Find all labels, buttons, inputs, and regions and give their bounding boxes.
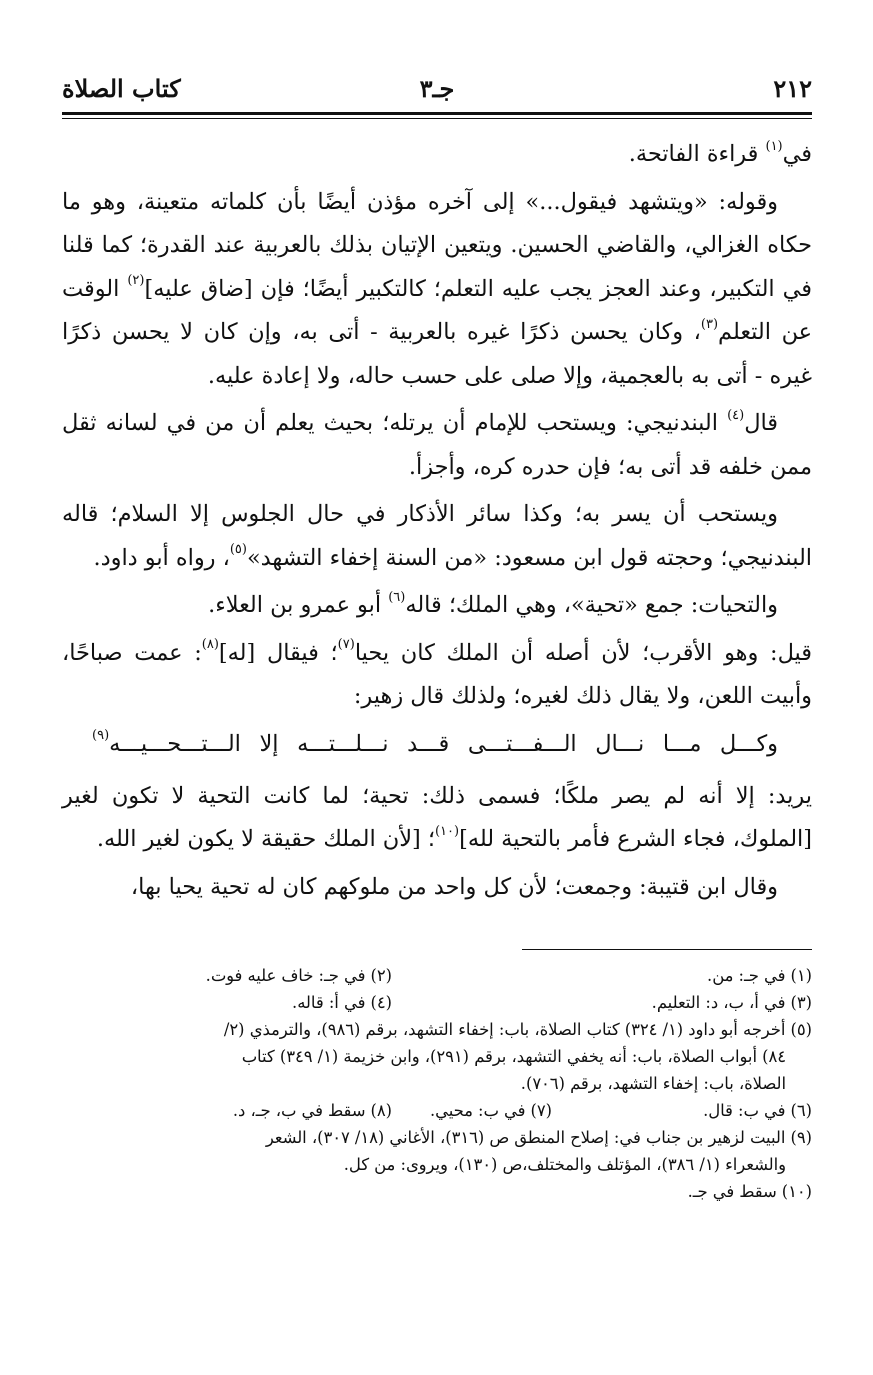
verse-word: إلا (259, 730, 279, 757)
footnotes (62, 962, 812, 1205)
footnote-ref-5: (٥) (229, 542, 247, 558)
footnote-1: (١) في جـ: من. (707, 966, 812, 985)
paragraph-5: قيل: وهو الأقرب؛ لأن أصله أن الملك كان يحيا$^{(٧)}$؛ فيقال [له]$^{(٨)}$: عمت صباحًا، وأبيت اللعن، ولا يقال ذلك لغيره؛ ولذلك قال زهير: (62, 637, 812, 709)
main-text (62, 133, 812, 909)
paragraph-3: ويستحب أن يسر به؛ وكذا سائر الأذكار في حال الجلوس إلا السلام؛ قاله البندنيجي؛ وحجته قول ابن مسعود: «من السنة إخفاء التشهد»$^{(٥)}$، رواه أبو داود. (62, 501, 812, 571)
page-number: ٢١٢ (773, 74, 812, 103)
footnote-row (62, 1178, 812, 1205)
verse-word: نـــال (595, 730, 645, 757)
paragraph-6: يريد: إلا أنه لم يصر ملكًا؛ فسمى ذلك: تحية؛ لما كانت التحية لا تكون لغير [الملوك، فجاء الشرع فأمر بالتحية لله]$^{(١٠)}$؛ [لأن الملك حقيقة لا يكون لغير الله. (62, 782, 812, 852)
footnote-row (62, 1097, 812, 1124)
footnote-ref-1: (١) (765, 138, 783, 154)
header-rule (62, 112, 812, 119)
footnote-2: (٢) في جـ: خاف عليه فوت. (205, 966, 392, 985)
footnote-ref-7: (٧) (337, 637, 355, 653)
verse-word: مـــا (662, 730, 702, 757)
footnote-row (62, 989, 812, 1016)
paragraph-7: وقال ابن قتيبة: وجمعت؛ لأن كل واحد من ملوكهم كان له تحية يحيا بها، (130, 873, 778, 900)
book-page (62, 70, 812, 1350)
footnote-7: (٧) في ب: محيي. (429, 1101, 552, 1120)
footnote-ref-4: (٤) (727, 407, 745, 423)
footnote-4: (٤) في أ: قاله. (292, 993, 392, 1012)
verse-word: نـــلـــتـــه (297, 730, 389, 757)
paragraph-0: في$^{(١)}$ قراءة الفاتحة. (628, 138, 812, 167)
paragraph-2: قال$^{(٤)}$ البندنيجي: ويستحب للإمام أن يرتله؛ بحيث يعلم أن من في لسانه ثقل ممن خلفه قد أتى به؛ فإن حدره كره، وأجزأ. (62, 407, 812, 480)
footnote-8: (٨) سقط في ب، جـ، د. (232, 1101, 392, 1120)
volume-label: جـ٣ (419, 74, 455, 103)
footnote-3: (٣) في أ، ب، د: التعليم. (651, 993, 812, 1012)
book-title: كتاب الصلاة (62, 74, 181, 103)
verse-word: قـــد (407, 730, 450, 757)
footnote-separator (522, 949, 812, 950)
verse-word: وكـــل (719, 730, 778, 757)
footnote-6: (٦) في ب: قال. (703, 1101, 812, 1120)
footnote-row (62, 962, 812, 989)
footnote-ref-3: (٣) (700, 316, 719, 332)
footnote-ref-2: (٢) (127, 273, 145, 289)
footnote-5: (٥) أخرجه أبو داود (١/ ٣٢٤) كتاب الصلاة، باب: إخفاء التشهد، برقم (٩٨٦)، والترمذي (٢/ ٨٤) أبواب الصلاة، باب: أنه يخفي التشهد، برقم (٢٩١)، وابن خزيمة (١/ ٣٤٩) كتاب الصلاة، باب: إخفاء التشهد، برقم (٧٠٦). (223, 1020, 812, 1093)
poetry-verse (62, 723, 812, 769)
footnote-ref-9: (٩) (92, 728, 110, 744)
verse-word: الـــتـــحـــيـــه$^{(٩)}$ (92, 728, 241, 757)
footnote-ref-6: (٦) (388, 589, 406, 605)
footnote-9: (٩) البيت لزهير بن جناب في: إصلاح المنطق ص (٣١٦)، الأغاني (١٨/ ٣٠٧)، الشعر والشعراء (١/ ٣٨٦)، المؤتلف والمختلف،ص (١٣٠)، ويروى: من كل. (265, 1128, 812, 1174)
paragraph-4: والتحيات: جمع «تحية»، وهي الملك؛ قاله$^{(٦)}$ أبو عمرو بن العلاء. (208, 589, 778, 618)
paragraph-1: وقوله: «ويتشهد فيقول...» إلى آخره مؤذن أيضًا بأن كلماته متعينة، وهو ما حكاه الغزالي، والقاضي الحسين. ويتعين الإتيان بذلك بالعربية عند القدرة؛ كما قلنا في التكبير، وعند العجز يجب عليه التعلم؛ كالتكبير أيضًا؛ فإن [ضاق عليه]$^{(٢)}$ الوقت عن التعلم$^{(٣)}$، وكان يحسن ذكرًا غيره بالعربية - أتى به، وإن كان لا يحسن ذكرًا غيره - أتى به بالعجمية، وإلا صلى على حسب حاله، ولا إعادة عليه. (62, 188, 812, 389)
footnote-10: (١٠) سقط في جـ. (687, 1182, 812, 1201)
verse-word: الـــفـــتـــى (467, 730, 577, 757)
footnote-ref-8: (٨) (201, 637, 219, 653)
footnote-ref-10: (١٠) (434, 823, 460, 839)
page-header (62, 70, 812, 110)
